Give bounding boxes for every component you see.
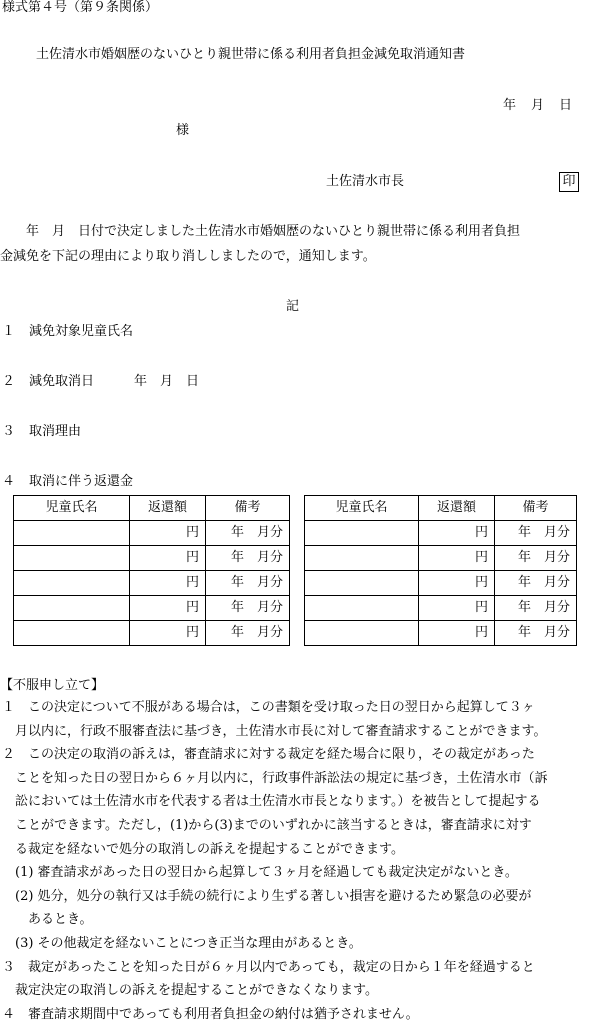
refund-amount-cell: 円 [419, 521, 495, 546]
form-label: 様式第４号（第９条関係） [2, 0, 159, 15]
child-name-cell [14, 521, 130, 546]
table-row [14, 546, 290, 571]
item-number: ４ [2, 474, 16, 489]
item-2 [2, 374, 199, 390]
body-line-2: 金減免を下記の理由により取り消ししましたので，通知します。 [0, 249, 376, 264]
table-header-row [14, 496, 290, 521]
refund-amount-cell: 円 [419, 621, 495, 646]
child-name-cell [14, 546, 130, 571]
appeal-line: １ この決定について不服がある場合は，この書類を受け取った日の翌日から起算して３ヶ [2, 700, 535, 715]
child-name-cell [14, 596, 130, 621]
item-number: ２ [2, 374, 16, 389]
remarks-cell: 年 月分 [495, 596, 577, 621]
refund-amount-cell: 円 [130, 621, 206, 646]
refund-amount-cell: 円 [419, 571, 495, 596]
refund-table-body [305, 496, 577, 646]
refund-amount-cell: 円 [130, 546, 206, 571]
appeal-line: (3) その他裁定を経ないことにつき正当な理由があるとき。 [2, 936, 362, 951]
appeal-heading: 【不服申し立て】 [0, 678, 105, 693]
header-refund-amount: 返還額 [419, 496, 495, 521]
child-name-cell [305, 621, 419, 646]
remarks-cell: 年 月分 [495, 546, 577, 571]
child-name-cell [305, 571, 419, 596]
child-name-cell [14, 571, 130, 596]
refund-table-left [13, 495, 290, 646]
appeal-line: ３ 裁定があったことを知った日が６ヶ月以内であっても，裁定の日から１年を経過すると [2, 959, 535, 975]
item-label: 減免取消日 [29, 374, 95, 389]
seal-box: 印 [559, 172, 579, 192]
item-label: 減免対象児童氏名 [29, 324, 134, 339]
table-row [14, 571, 290, 596]
appeal-line: (1) 審査請求があった日の翌日から起算して３ヶ月を経過しても裁定決定がないとき。 [2, 865, 518, 881]
issuer-name: 土佐清水市長 [326, 174, 405, 189]
table-row [14, 621, 290, 646]
appeal-line: あるとき。 [2, 912, 93, 928]
header-child-name: 児童氏名 [305, 496, 419, 521]
child-name-cell [305, 546, 419, 571]
appeal-line: 月以内に，行政不服審査法に基づき，土佐清水市長に対して審査請求することができます。 [2, 723, 547, 739]
appeal-line: ことができます。ただし，(1)から(3)までのいずれかに該当するときは，審査請求に対す [2, 818, 532, 833]
header-child-name: 児童氏名 [14, 496, 130, 521]
appeal-line: ４ 審査請求期間中であっても利用者負担金の納付は猶予されません。 [2, 1006, 419, 1022]
refund-amount-cell: 円 [419, 596, 495, 621]
header-remarks: 備考 [206, 496, 290, 521]
child-name-cell [305, 596, 419, 621]
table-header-row [305, 496, 577, 521]
refund-amount-cell: 円 [419, 546, 495, 571]
appeal-line: (2) 処分，処分の執行又は手続の続行により生ずる著しい損害を避けるため緊急の必要が [2, 888, 532, 904]
remarks-cell: 年 月分 [206, 546, 290, 571]
refund-amount-cell: 円 [130, 596, 206, 621]
table-row [305, 596, 577, 621]
addressee-suffix: 様 [176, 123, 190, 138]
table-row [14, 596, 290, 621]
child-name-cell [14, 621, 130, 646]
cancel-date: 年 月 日 [134, 374, 200, 389]
appeal-line: ２ この決定の取消の訴えは，審査請求に対する裁定を経た場合に限り，その裁定があった [2, 747, 535, 763]
appeal-line: ことを知った日の翌日から６ヶ月以内に，行政事件訴訟法の規定に基づき，土佐清水市（訴 [2, 770, 548, 786]
child-name-cell [305, 521, 419, 546]
refund-table-body [14, 496, 290, 646]
remarks-cell: 年 月分 [206, 621, 290, 646]
item-1 [2, 324, 133, 340]
header-refund-amount: 返還額 [130, 496, 206, 521]
item-3 [2, 424, 81, 440]
date-line: 年 月 日 [503, 98, 574, 113]
refund-amount-cell: 円 [130, 571, 206, 596]
item-number: ３ [2, 424, 16, 439]
appeal-line: 裁定決定の取消しの訴えを提起することができなくなります。 [2, 983, 378, 999]
item-label: 取消に伴う返還金 [29, 474, 134, 489]
table-row [305, 546, 577, 571]
table-row [305, 571, 577, 596]
table-row [305, 521, 577, 546]
appeal-line: る裁定を経ないで処分の取消しの訴えを提起することができます。 [2, 841, 404, 857]
appeal-line: 訟においては土佐清水市を代表する者は土佐清水市長となります。）を被告として提起する [2, 794, 541, 810]
document-title: 土佐清水市婚姻歴のないひとり親世帯に係る利用者負担金減免取消通知書 [36, 47, 466, 62]
refund-table-right [304, 495, 577, 646]
item-label: 取消理由 [29, 424, 82, 439]
remarks-cell: 年 月分 [495, 571, 577, 596]
item-number: １ [2, 324, 16, 339]
body-line-1: 年 月 日付で決定しました土佐清水市婚姻歴のないひとり親世帯に係る利用者負担 [0, 224, 521, 239]
remarks-cell: 年 月分 [495, 521, 577, 546]
table-row [305, 621, 577, 646]
refund-amount-cell: 円 [130, 521, 206, 546]
header-remarks: 備考 [495, 496, 577, 521]
remarks-cell: 年 月分 [206, 596, 290, 621]
remarks-cell: 年 月分 [206, 571, 290, 596]
item-4 [2, 474, 133, 490]
remarks-cell: 年 月分 [495, 621, 577, 646]
table-row [14, 521, 290, 546]
ki-heading: 記 [286, 299, 300, 314]
remarks-cell: 年 月分 [206, 521, 290, 546]
